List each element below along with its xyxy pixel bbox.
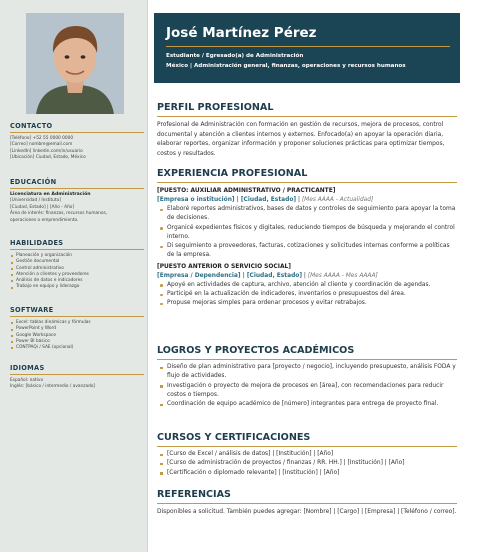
languages-section [10, 364, 144, 391]
courses-heading: CURSOS Y CERTIFICACIONES [157, 432, 457, 447]
job-separator: | [302, 272, 308, 279]
skill-item: Gestión documental [10, 259, 144, 265]
course-item: [Curso de administración de proyectos / finanzas / RR. HH.] | [Institución] | [Año] [157, 459, 457, 468]
job-entry [157, 263, 457, 309]
job-meta [157, 196, 457, 205]
references-text: Disponibles a solicitud. También puedes agregar: [Nombre] | [Cargo] | [Empresa] | [Teléfono / correo]. [157, 509, 457, 515]
contact-location: [Ubicación] Ciudad, Estado, México [10, 155, 86, 161]
education-school: [Universidad / Instituto] [10, 198, 61, 204]
software-item: CONTPAQi / SAE (opcional) [10, 345, 144, 351]
language-spanish: Español: nativo [10, 378, 44, 383]
education-interest: Área de interés: finanzas, recursos humanos, [10, 211, 108, 217]
candidate-role: Estudiante / Egresado(a) de Administración [166, 53, 304, 59]
achievements-heading: LOGROS Y PROYECTOS ACADÉMICOS [157, 345, 457, 360]
job-org: [Empresa / Dependencia] | [Ciudad, Estado] [157, 272, 303, 279]
job-meta [157, 272, 457, 281]
references-section [157, 489, 457, 518]
job-bullet: Di seguimiento a proveedores, facturas, cotizaciones y solicitudes internas conforme a políticas de la empresa. [157, 242, 457, 261]
job-bullet: Apoyé en actividades de captura, archivo, atención al cliente y coordinación de agendas. [157, 281, 457, 290]
profile-photo [26, 13, 124, 114]
languages-heading: IDIOMAS [10, 364, 144, 375]
experience-heading: EXPERIENCIA PROFESIONAL [157, 168, 457, 183]
name-header [154, 13, 460, 83]
education-interest-cont: operaciones o emprendimiento. [10, 217, 79, 223]
language-english: Inglés: [básico / intermedio / avanzado] [10, 384, 96, 390]
achievements-section [157, 345, 457, 409]
candidate-location: México | Administración general, finanzas, operaciones y recursos humanos [166, 63, 406, 69]
candidate-name: José Martínez Pérez [166, 25, 317, 41]
course-item: [Certificación o diplomado relevante] | [Institución] | [Año] [157, 469, 457, 478]
contact-heading: CONTACTO [10, 122, 144, 133]
contact-linkedin: [LinkedIn] linkedin.com/in/usuario [10, 148, 83, 154]
references-heading: REFERENCIAS [157, 489, 457, 504]
sidebar [0, 0, 148, 552]
profile-section [157, 102, 457, 159]
education-degree: Licenciatura en Administración [10, 192, 91, 197]
education-heading: EDUCACIÓN [10, 178, 144, 189]
achievement-item: Coordinación de equipo académico de [número] integrantes para entrega de proyecto final. [157, 400, 457, 409]
achievement-item: Diseño de plan administrativo para [proyecto / negocio], incluyendo presupuesto, análisis FODA y flujo de actividades. [157, 363, 457, 382]
job-separator: | [296, 197, 302, 203]
software-item: Google Workspace [10, 333, 144, 339]
skills-section [10, 239, 144, 291]
education-section [10, 178, 144, 224]
job-entry [157, 187, 457, 261]
software-item: PowerPoint y Word [10, 326, 144, 332]
software-section [10, 306, 144, 351]
job-date: [Mes AAAA - Mes AAAA] [307, 272, 378, 279]
job-title: [PUESTO: AUXILIAR ADMINISTRATIVO / PRACTICANTE] [157, 188, 336, 194]
experience-section [157, 168, 457, 309]
job-bullet: Participé en la actualización de indicadores, inventarios o presupuestos del área. [157, 290, 457, 299]
courses-section [157, 432, 457, 478]
skill-item: Control administrativo [10, 266, 144, 272]
profile-heading: PERFIL PROFESIONAL [157, 102, 457, 117]
job-date: [Mes AAAA - Actualidad] [301, 197, 374, 203]
software-item: Power BI básico [10, 339, 144, 345]
skill-item: Trabajo en equipo y liderazgo [10, 284, 144, 290]
education-dates: [Ciudad, Estado] | [Año - Año] [10, 204, 75, 210]
software-item: Excel: tablas dinámicas y fórmulas [10, 320, 144, 326]
achievement-item: Investigación o proyecto de mejora de procesos en [área], con recomendaciones para reducir costos o tiempos. [157, 382, 457, 401]
profile-text: Profesional de Administración con formación en gestión de recursos, mejora de procesos, control documental y atención a clientes internos y externos. Enfocado(a) en apoyar la operación diaria, elaborar reportes, organizar información y proponer soluciones prácticas para optimizar tiempos, costos y resultados. [157, 122, 445, 157]
job-bullet: Propuse mejoras simples para ordenar procesos y evitar retrabajos. [157, 299, 457, 308]
job-bullet: Organicé expedientes físicos y digitales, reduciendo tiempos de búsqueda y mejorando el control interno. [157, 224, 457, 243]
course-item: [Curso de Excel / análisis de datos] | [Institución] | [Año] [157, 450, 457, 459]
skill-item: Atención a clientes y proveedores [10, 272, 144, 278]
skills-heading: HABILIDADES [10, 239, 144, 250]
job-title: [PUESTO ANTERIOR O SERVICIO SOCIAL] [157, 263, 291, 270]
header-divider [166, 46, 450, 47]
contact-section [10, 122, 144, 162]
skill-item: Análisis de datos e indicadores [10, 278, 144, 284]
contact-phone: [Teléfono] +52 55 0000 0000 [10, 136, 74, 141]
software-heading: SOFTWARE [10, 306, 144, 317]
job-bullet: Elaboré reportes administrativos, bases de datos y controles de seguimiento para apoyar la toma de decisiones. [157, 205, 457, 224]
skill-item: Planeación y organización [10, 253, 144, 259]
contact-email: [Correo] nombre@email.com [10, 142, 73, 148]
job-org: [Empresa o institución] | [Ciudad, Estado] [157, 197, 297, 203]
